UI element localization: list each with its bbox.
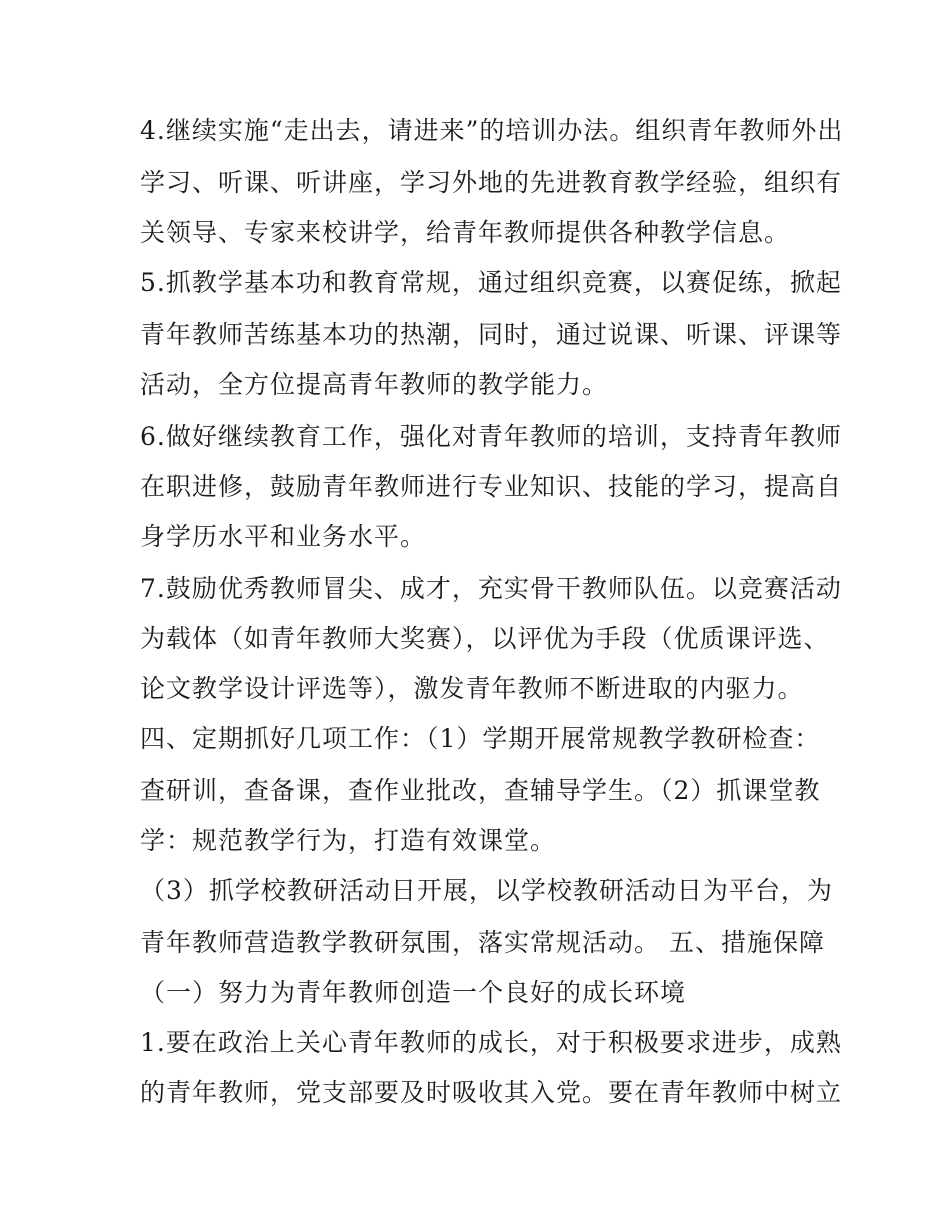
text-line-5: 青年教师苦练基本功的热潮，同时，通过说课、听课、评课等 [140,320,843,349]
text-line-3: 关领导、专家来校讲学，给青年教师提供各种教学信息。 [140,218,791,247]
text-line-20: 的青年教师，党支部要及时吸收其入党。要在青年教师中树立 [140,1078,843,1107]
text-line-8: 在职进修，鼓励青年教师进行专业知识、技能的学习，提高自 [140,472,843,501]
text-line-1: 4.继续实施“走出去，请进来”的培训办法。组织青年教师外出 [140,116,844,145]
text-line-7: 6.做好继续教育工作，强化对青年教师的培训，支持青年教师 [140,422,842,451]
text-line-17: 青年教师营造教学教研氛围，落实常规活动。 五、措施保障 [140,928,825,957]
text-line-12: 论文教学设计评选等），激发青年教师不断进取的内驱力。 [140,674,804,703]
text-line-6: 活动，全方位提高青年教师的教学能力。 [140,370,609,399]
text-line-18: （一）努力为青年教师创造一个良好的成长环境 [140,978,687,1007]
text-line-13: 四、定期抓好几项工作：（1）学期开展常规教学教研检查： [140,724,821,753]
text-line-10: 7.鼓励优秀教师冒尖、成才，充实骨干教师队伍。以竞赛活动 [140,574,842,603]
text-line-9: 身学历水平和业务水平。 [140,522,427,551]
text-line-14: 查研训，查备课，查作业批改，查辅导学生。（2）抓课堂教 [140,776,821,805]
text-line-11: 为载体（如青年教师大奖赛），以评优为手段（优质课评选、 [140,624,830,653]
text-line-15: 学：规范教学行为，打造有效课堂。 [140,826,557,855]
text-line-4: 5.抓教学基本功和教育常规，通过组织竞赛，以赛促练，掀起 [140,268,842,297]
text-line-16: （3）抓学校教研活动日开展，以学校教研活动日为平台，为 [140,876,833,905]
text-line-19: 1.要在政治上关心青年教师的成长，对于积极要求进步，成熟 [140,1028,842,1057]
text-line-2: 学习、听课、听讲座，学习外地的先进教育教学经验，组织有 [140,168,843,197]
